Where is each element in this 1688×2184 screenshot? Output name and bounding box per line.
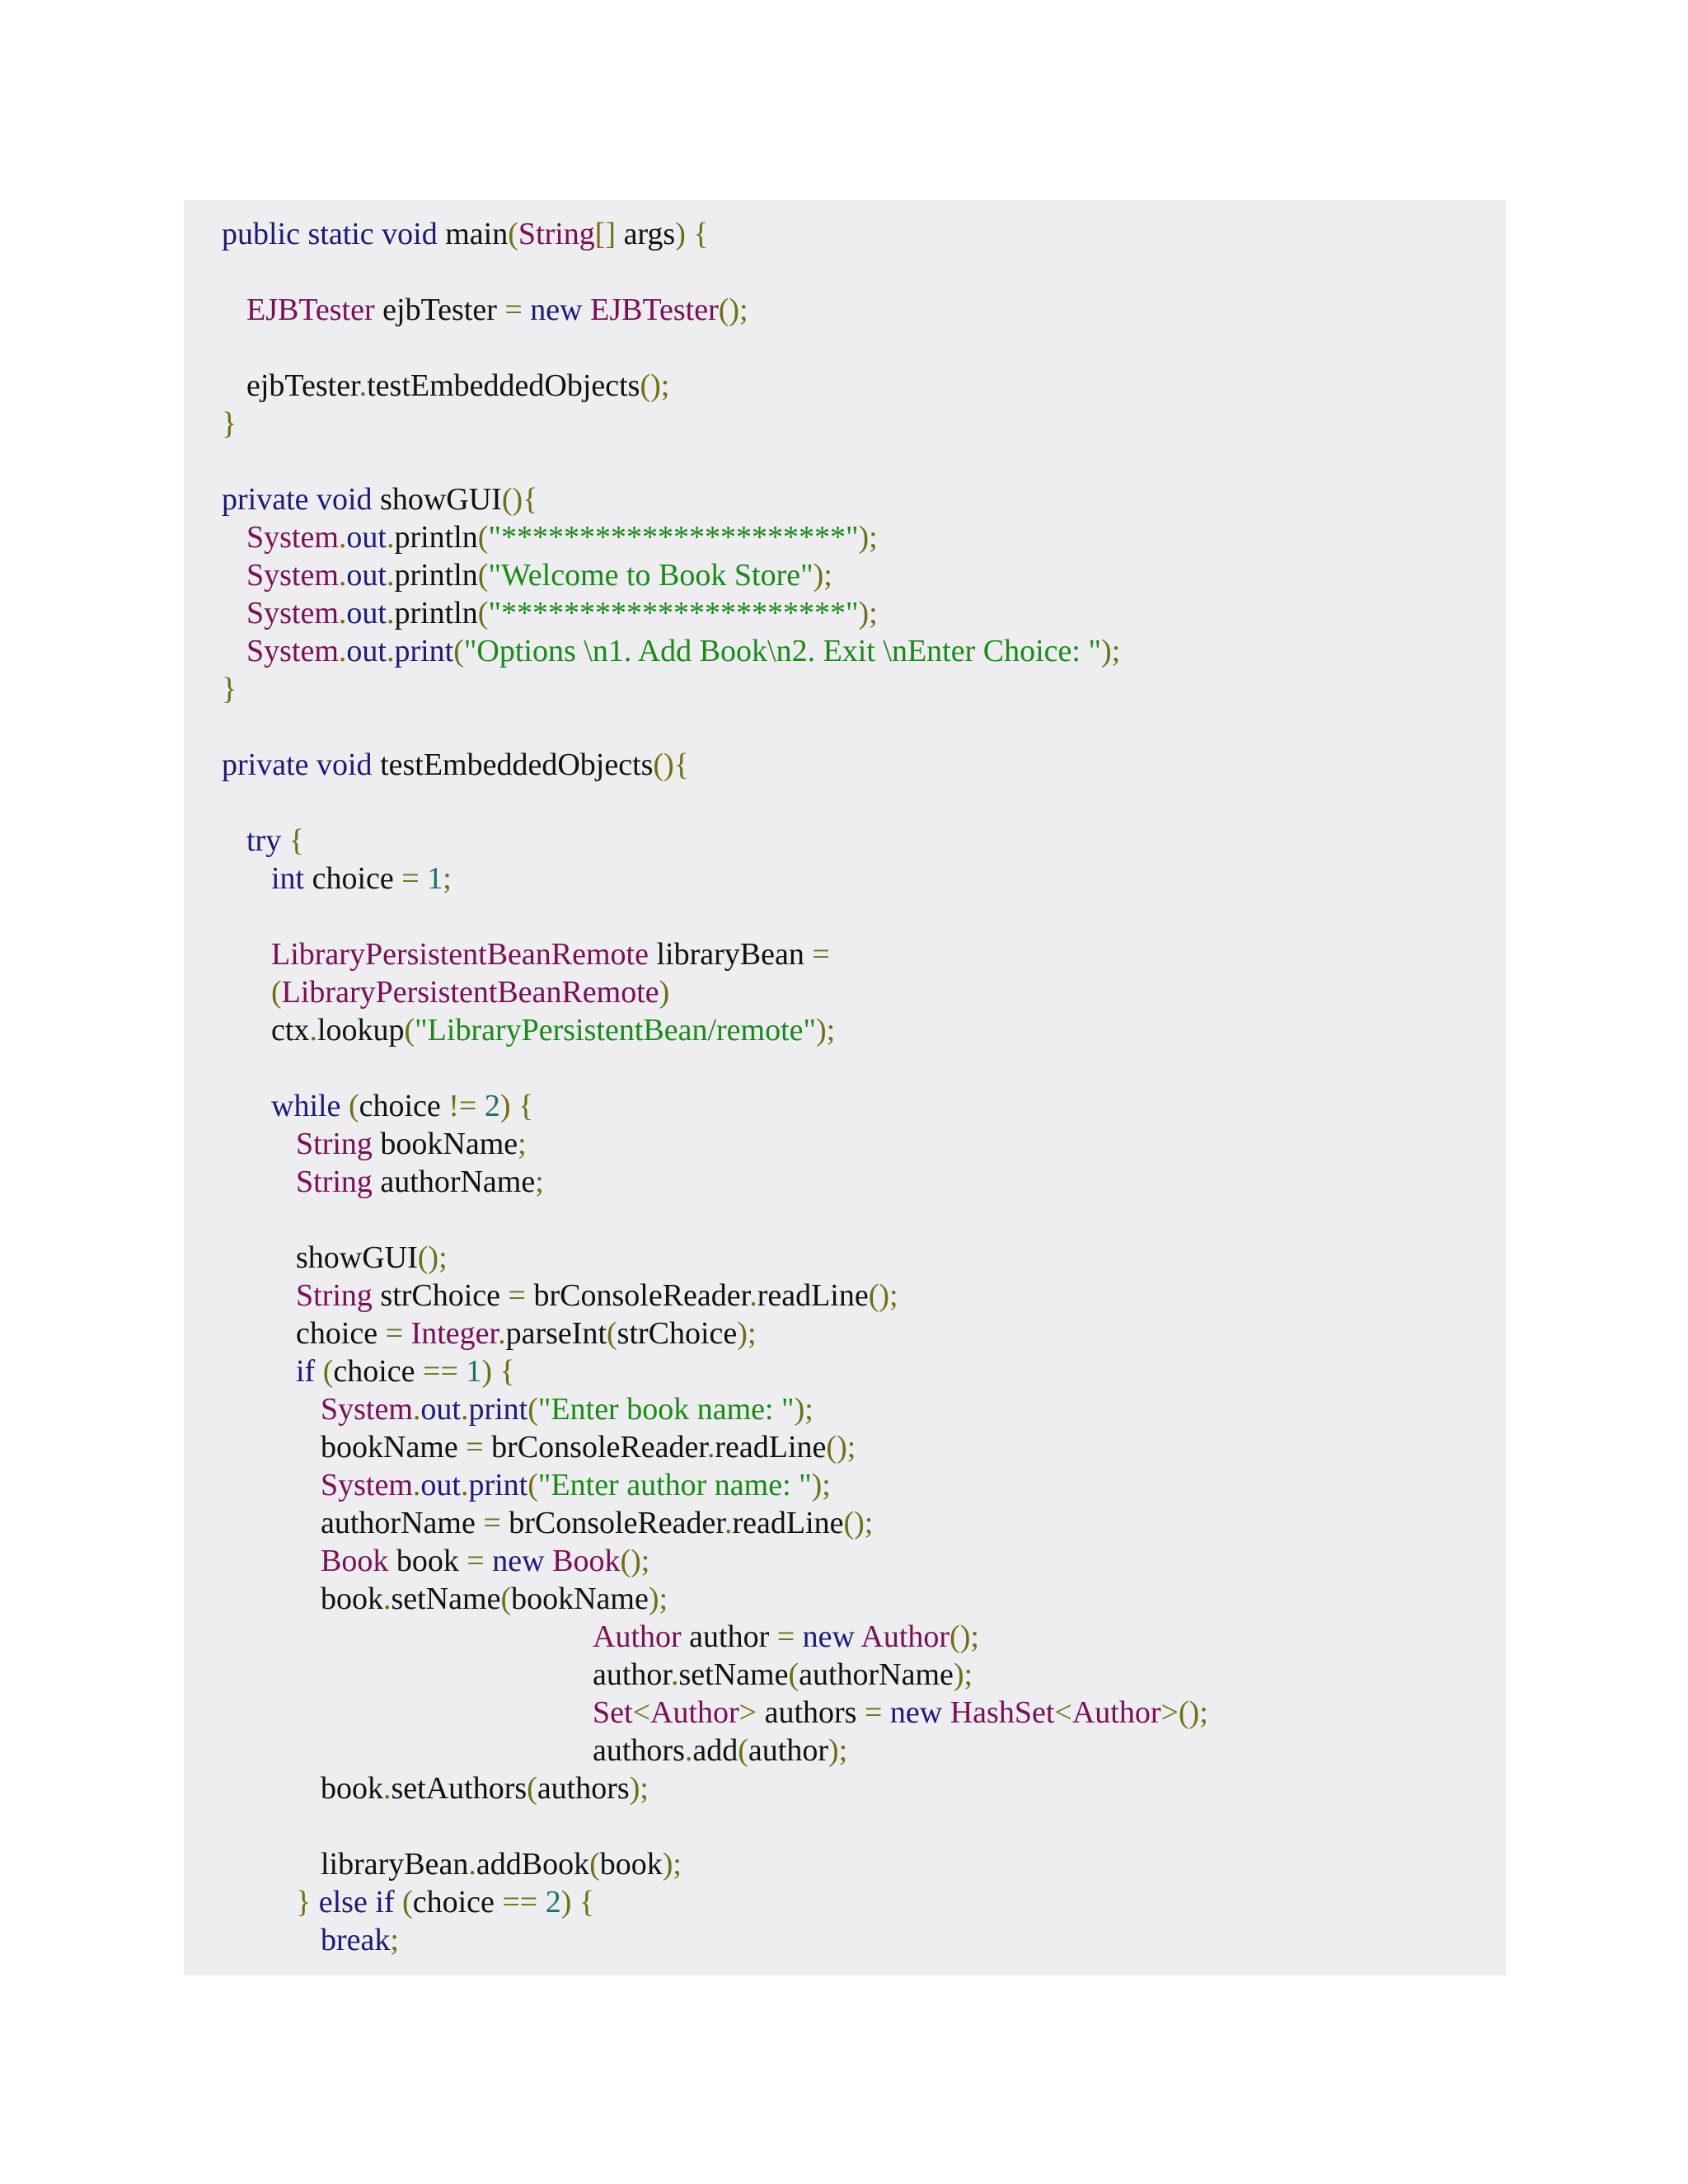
code-token: 1 (427, 861, 443, 896)
code-token: else if (318, 1885, 403, 1919)
code-token: . (338, 520, 347, 555)
code-token: "**********************" (488, 596, 859, 630)
code-token: authorName (321, 1506, 484, 1540)
code-token: > (738, 1695, 765, 1730)
code-line (246, 556, 832, 594)
code-token: break (321, 1923, 391, 1957)
code-token: ( (477, 520, 489, 555)
code-token: . (498, 1316, 506, 1351)
code-token: choice (333, 1354, 424, 1389)
code-token: ( (477, 596, 489, 630)
code-token: } (222, 672, 237, 706)
code-token: "Welcome to Book Store" (488, 558, 814, 593)
code-token: ( (527, 1771, 537, 1806)
code-token: testEmbeddedObjects (380, 748, 654, 782)
code-token: author (748, 1733, 828, 1768)
code-line (321, 1580, 668, 1618)
code-token: book (321, 1771, 383, 1806)
code-token: out (346, 634, 387, 668)
code-token: EJBTester (590, 293, 719, 327)
code-token: (); (620, 1544, 650, 1578)
code-token: addBook (476, 1847, 590, 1882)
code-token: ); (816, 1013, 836, 1047)
code-token: ( (477, 558, 489, 593)
code-token: . (412, 1468, 421, 1502)
code-line (246, 518, 878, 556)
code-token: author (593, 1657, 671, 1692)
code-token: = (504, 293, 531, 327)
code-token: (){ (501, 482, 538, 517)
code-token: . (460, 1468, 469, 1502)
code-token: out (420, 1468, 461, 1502)
code-token: (); (718, 293, 748, 327)
code-token: ) (659, 975, 670, 1010)
code-token: ( (453, 634, 464, 668)
code-token: private void (222, 482, 381, 517)
code-token: choice (412, 1885, 503, 1919)
code-token: LibraryPersistentBeanRemote (271, 937, 657, 972)
code-token: . (670, 1657, 679, 1692)
code-token: "**********************" (488, 520, 859, 555)
code-token: strChoice (380, 1278, 509, 1313)
code-line (593, 1732, 847, 1769)
code-token: showGUI (296, 1240, 418, 1275)
code-token: ); (828, 1733, 848, 1768)
code-line (321, 1769, 649, 1807)
code-token: . (383, 1771, 392, 1806)
code-token: choice (296, 1316, 386, 1351)
code-token: ( (508, 217, 518, 251)
code-token: print (394, 634, 454, 668)
code-block (184, 200, 1506, 1975)
code-line (246, 632, 1120, 670)
code-token: private void (222, 748, 381, 782)
code-token: author (689, 1619, 777, 1654)
code-token: System (246, 634, 339, 668)
code-token: ); (794, 1392, 814, 1427)
code-token: readLine (715, 1430, 827, 1465)
code-token: >(); (1160, 1695, 1208, 1730)
code-token: Author (1071, 1695, 1161, 1730)
code-token: ctx (271, 1013, 310, 1047)
code-token: . (468, 1847, 476, 1882)
code-token: parseInt (505, 1316, 607, 1351)
code-token: readLine (757, 1278, 869, 1313)
code-token: 2 (484, 1089, 500, 1123)
code-token: System (321, 1392, 413, 1427)
code-line (271, 1011, 835, 1049)
code-token: ); (953, 1657, 973, 1692)
code-token: try (246, 823, 289, 858)
code-line (321, 1466, 831, 1504)
code-token: readLine (732, 1506, 844, 1540)
code-token: out (346, 520, 387, 555)
code-line (246, 594, 878, 632)
code-token: Set (593, 1695, 633, 1730)
code-token: brConsoleReader (509, 1506, 724, 1540)
code-token: ) { (499, 1089, 534, 1123)
code-token: book (599, 1847, 663, 1882)
code-line (296, 1277, 898, 1315)
code-token: authorName (799, 1657, 954, 1692)
code-token: ( (589, 1847, 600, 1882)
code-token: Author (593, 1619, 690, 1654)
code-token: print (468, 1392, 528, 1427)
code-token: < (1054, 1695, 1072, 1730)
code-token: ( (404, 1013, 415, 1047)
code-token: authors (764, 1695, 865, 1730)
code-token: ( (271, 975, 282, 1010)
code-token: ; (443, 861, 452, 896)
code-token: setAuthors (391, 1771, 528, 1806)
code-token: ; (390, 1923, 399, 1957)
code-token: . (386, 634, 395, 668)
code-token: libraryBean (321, 1847, 469, 1882)
code-token: Book (321, 1544, 396, 1578)
code-token: ( (322, 1354, 334, 1389)
code-token: String (296, 1278, 381, 1313)
code-token: } (296, 1885, 319, 1919)
code-token: (); (868, 1278, 898, 1313)
code-token: "LibraryPersistentBean/remote" (415, 1013, 817, 1047)
code-line (296, 1239, 448, 1277)
code-token: ( (348, 1089, 359, 1123)
code-line (296, 1163, 544, 1201)
code-token: 1 (466, 1354, 482, 1389)
code-token: . (749, 1278, 757, 1313)
code-token: . (724, 1506, 733, 1540)
code-token: authors (593, 1733, 685, 1768)
code-token: libraryBean (656, 937, 813, 972)
code-token: choice (359, 1089, 449, 1123)
code-token: authorName (380, 1165, 536, 1199)
code-token: add (692, 1733, 738, 1768)
code-line (593, 1694, 1208, 1732)
code-token: = (401, 861, 428, 896)
code-token: . (412, 1392, 421, 1427)
code-token: System (321, 1468, 413, 1502)
code-token: Integer (410, 1316, 499, 1351)
code-token: "Options \n1. Add Book\n2. Exit \nEnter Choice: " (463, 634, 1101, 668)
code-token: ) { (481, 1354, 515, 1389)
code-line (321, 1845, 682, 1883)
code-token: "Enter author name: " (537, 1468, 812, 1502)
code-token: != (448, 1089, 485, 1123)
code-token: (); (826, 1430, 856, 1465)
code-token: ); (737, 1316, 757, 1351)
code-token: ); (662, 1847, 682, 1882)
code-line (321, 1428, 856, 1466)
code-token: LibraryPersistentBeanRemote (281, 975, 659, 1010)
code-token: ; (518, 1127, 527, 1161)
code-token: = (483, 1506, 509, 1540)
code-token: = (467, 1544, 493, 1578)
code-token: public static void (222, 217, 446, 251)
code-token: ( (607, 1316, 617, 1351)
code-token: ( (788, 1657, 799, 1692)
code-token: . (383, 1582, 392, 1616)
code-token: out (420, 1392, 461, 1427)
code-line (246, 291, 748, 329)
code-line (593, 1656, 973, 1694)
code-token: ); (648, 1582, 668, 1616)
code-token: out (346, 558, 387, 593)
code-token: showGUI (380, 482, 502, 517)
code-token: . (386, 558, 395, 593)
code-token: HashSet (950, 1695, 1055, 1730)
code-token: ); (811, 1468, 831, 1502)
code-line (271, 935, 830, 973)
code-token: String (296, 1165, 381, 1199)
code-line (222, 670, 237, 708)
code-line (593, 1618, 979, 1656)
code-token: ( (528, 1468, 538, 1502)
code-token: lookup (316, 1013, 405, 1047)
code-token: EJBTester (246, 293, 383, 327)
code-line (271, 973, 669, 1011)
code-token: = (864, 1695, 890, 1730)
code-token: = (508, 1278, 534, 1313)
code-token: ); (1100, 634, 1121, 668)
code-token: Author (860, 1619, 950, 1654)
code-token: ( (500, 1582, 512, 1616)
code-line (296, 1315, 757, 1352)
code-token: setName (391, 1582, 501, 1616)
code-line (222, 480, 537, 518)
code-token: . (338, 558, 347, 593)
code-line (296, 1352, 515, 1390)
code-token: testEmbeddedObjects (367, 368, 640, 403)
code-token: ( (402, 1885, 413, 1919)
code-token: bookName (380, 1127, 518, 1161)
code-token: ) { (560, 1885, 595, 1919)
code-token: == (423, 1354, 467, 1389)
code-token: ); (813, 558, 832, 593)
code-token: ( (528, 1392, 538, 1427)
code-token: Book (552, 1544, 621, 1578)
code-token: (); (843, 1506, 874, 1540)
code-token: . (386, 596, 395, 630)
code-token: println (394, 596, 478, 630)
code-line (222, 215, 709, 253)
code-token: String (518, 217, 595, 251)
code-token: brConsoleReader (533, 1278, 750, 1313)
code-token: ; (535, 1165, 544, 1199)
code-token: ); (629, 1771, 649, 1806)
code-line (222, 746, 689, 784)
code-token: args (623, 217, 676, 251)
code-token: ); (858, 520, 878, 555)
code-token: new (802, 1619, 861, 1654)
code-token: { (288, 823, 304, 858)
code-token: choice (312, 861, 402, 896)
code-token: . (338, 596, 347, 630)
code-token: System (246, 596, 339, 630)
code-token: setName (678, 1657, 789, 1692)
code-token: ); (858, 596, 878, 630)
code-token: bookName (321, 1430, 467, 1465)
code-token: = (466, 1430, 492, 1465)
code-token: new (530, 293, 591, 327)
code-token: (); (417, 1240, 448, 1275)
code-token: "Enter book name: " (537, 1392, 795, 1427)
code-token: . (386, 520, 395, 555)
code-token: = (776, 1619, 803, 1654)
code-line (321, 1390, 814, 1428)
code-token: < (632, 1695, 650, 1730)
code-token: brConsoleReader (491, 1430, 707, 1465)
code-line (222, 405, 237, 443)
code-token: == (502, 1885, 546, 1919)
code-token: String (296, 1127, 381, 1161)
code-token: bookName (511, 1582, 649, 1616)
code-token: ( (738, 1733, 748, 1768)
code-token: . (706, 1430, 715, 1465)
code-token: book (321, 1582, 383, 1616)
code-token: authors (537, 1771, 630, 1806)
code-token: . (309, 1013, 317, 1047)
code-token: System (246, 558, 339, 593)
code-token: System (246, 520, 339, 555)
code-line (271, 860, 452, 898)
code-token: . (359, 368, 368, 403)
code-token: (){ (653, 748, 689, 782)
code-line (321, 1542, 649, 1580)
code-token: ejbTester (382, 293, 505, 327)
code-token: [] (594, 217, 624, 251)
code-token: = (812, 937, 830, 972)
code-token: . (338, 634, 347, 668)
code-token: while (271, 1089, 349, 1123)
code-token: println (394, 520, 478, 555)
code-token: ejbTester (246, 368, 359, 403)
code-line (321, 1921, 399, 1959)
code-token: } (222, 406, 237, 441)
code-token: out (346, 596, 387, 630)
code-line (321, 1504, 873, 1542)
code-token: if (296, 1354, 323, 1389)
code-token: new (492, 1544, 553, 1578)
code-token: = (385, 1316, 411, 1351)
code-token: main (445, 217, 509, 251)
code-token: Author (650, 1695, 739, 1730)
code-token: 2 (545, 1885, 561, 1919)
code-token: book (396, 1544, 467, 1578)
code-token: print (468, 1468, 528, 1502)
code-line (246, 367, 669, 405)
code-token: println (394, 558, 478, 593)
code-token: . (460, 1392, 469, 1427)
code-line (271, 1087, 533, 1125)
code-token: new (889, 1695, 950, 1730)
code-line (296, 1125, 527, 1163)
code-token: (); (640, 368, 670, 403)
code-token: strChoice (617, 1316, 738, 1351)
code-token: (); (950, 1619, 979, 1654)
code-token: ) { (675, 217, 709, 251)
code-token: . (684, 1733, 693, 1768)
code-line (246, 822, 304, 860)
code-line (296, 1883, 594, 1921)
code-token: int (271, 861, 312, 896)
